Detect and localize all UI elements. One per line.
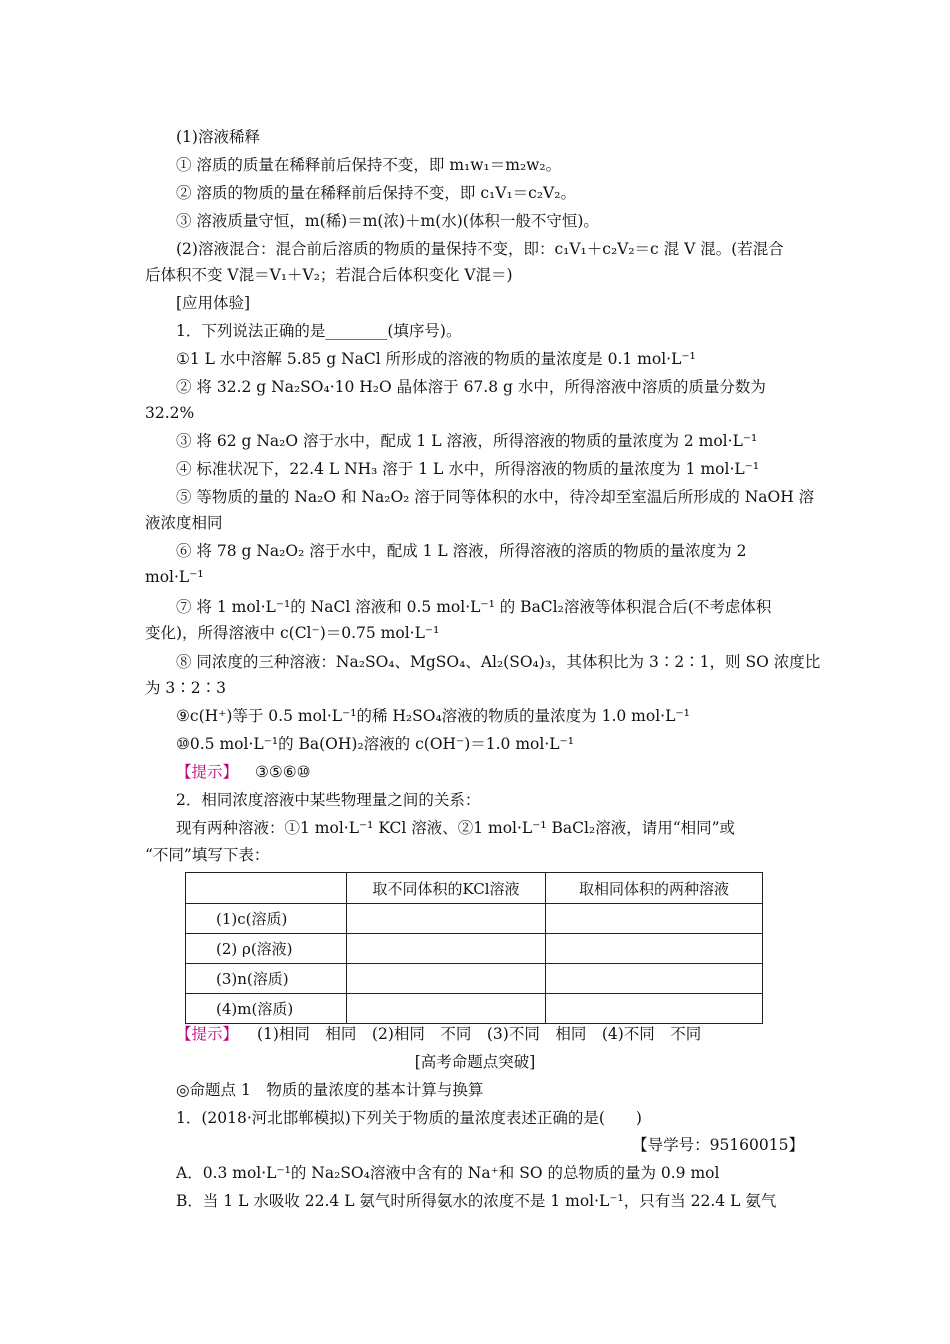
question-1: 1．下列说法正确的是________(填序号)。 bbox=[176, 322, 462, 340]
choice-a: A．0.3 mol·L⁻¹的 Na₂SO₄溶液中含有的 Na⁺和 SO 的总物质的量为 0.9 mol bbox=[176, 1164, 720, 1182]
row-label: (2) ρ(溶液) bbox=[186, 934, 347, 964]
option-5-cont: 液浓度相同 bbox=[145, 514, 223, 532]
hint-2 bbox=[176, 1024, 701, 1044]
option-8: ⑧ 同浓度的三种溶液：Na₂SO₄、MgSO₄、Al₂(SO₄)₃，其体积比为 3∶2∶1，则 SO 浓度比 bbox=[176, 653, 821, 671]
table-cell bbox=[546, 964, 763, 994]
option-9: ⑨c(H⁺)等于 0.5 mol·L⁻¹的稀 H₂SO₄溶液的物质的量浓度为 1.0 mol·L⁻¹ bbox=[176, 707, 690, 725]
rule-moles: ② 溶质的物质的量在稀释前后保持不变，即 c₁V₁＝c₂V₂。 bbox=[176, 184, 576, 202]
mixing-rule-cont: 后体积不变 V混＝V₁＋V₂；若混合后体积变化 V混＝) bbox=[145, 266, 513, 284]
question-2-body-cont: “不同”填写下表： bbox=[145, 846, 270, 864]
table-cell bbox=[546, 904, 763, 934]
option-1: ①1 L 水中溶解 5.85 g NaCl 所形成的溶液的物质的量浓度是 0.1 mol·L⁻¹ bbox=[176, 350, 696, 368]
row-label: (1)c(溶质) bbox=[186, 904, 347, 934]
choice-b: B．当 1 L 水吸收 22.4 L 氨气时所得氨水的浓度不是 1 mol·L⁻¹，只有当 22.4 L 氨气 bbox=[176, 1192, 777, 1210]
table-row bbox=[186, 994, 763, 1024]
hint-answer: (1)相同 相同 (2)相同 不同 (3)不同 相同 (4)不同 不同 bbox=[256, 1025, 702, 1043]
mixing-rule: (2)溶液混合：混合前后溶质的物质的量保持不变，即：c₁V₁＋c₂V₂＝c 混 V 混。(若混合 bbox=[176, 240, 784, 258]
row-label: (3)n(溶质) bbox=[186, 964, 347, 994]
hint-label: 【提示】 bbox=[176, 763, 239, 781]
option-6: ⑥ 将 78 g Na₂O₂ 溶于水中，配成 1 L 溶液，所得溶液的溶质的物质的量浓度为 2 bbox=[176, 542, 747, 560]
table-header bbox=[186, 873, 347, 904]
section-title: [高考命题点突破] bbox=[414, 1053, 536, 1071]
table-row bbox=[186, 904, 763, 934]
question-2: 2．相同浓度溶液中某些物理量之间的关系： bbox=[176, 791, 481, 809]
question-2-body: 现有两种溶液：①1 mol·L⁻¹ KCl 溶液、②1 mol·L⁻¹ BaCl₂溶液，请用“相同”或 bbox=[176, 819, 736, 837]
table-header: 取不同体积的KCl溶液 bbox=[347, 873, 546, 904]
option-7: ⑦ 将 1 mol·L⁻¹的 NaCl 溶液和 0.5 mol·L⁻¹ 的 BaCl₂溶液等体积混合后(不考虑体积 bbox=[176, 598, 772, 616]
exercise-1: 1．(2018·河北邯郸模拟)下列关于物质的量浓度表述正确的是( ) bbox=[176, 1109, 642, 1127]
hint-label: 【提示】 bbox=[176, 1025, 239, 1043]
option-7-cont: 变化)，所得溶液中 c(Cl⁻)＝0.75 mol·L⁻¹ bbox=[145, 624, 440, 642]
topic-heading: ◎命题点 1 物质的量浓度的基本计算与换算 bbox=[176, 1081, 484, 1099]
section-application: [应用体验] bbox=[176, 294, 251, 312]
guide-number: 【导学号：95160015】 bbox=[632, 1136, 804, 1154]
table-cell bbox=[546, 934, 763, 964]
option-3: ③ 将 62 g Na₂O 溶于水中，配成 1 L 溶液，所得溶液的物质的量浓度为 2 mol·L⁻¹ bbox=[176, 432, 758, 450]
comparison-table bbox=[185, 872, 763, 1024]
table-header-row bbox=[186, 873, 763, 904]
table-row bbox=[186, 964, 763, 994]
rule-mass: ① 溶质的质量在稀释前后保持不变，即 m₁w₁＝m₂w₂。 bbox=[176, 156, 562, 174]
option-2: ② 将 32.2 g Na₂SO₄·10 H₂O 晶体溶于 67.8 g 水中，所得溶液中溶质的质量分数为 bbox=[176, 378, 766, 396]
hint-1 bbox=[176, 762, 311, 782]
dilution-heading: (1)溶液稀释 bbox=[176, 128, 260, 146]
table-cell bbox=[546, 994, 763, 1024]
table-cell bbox=[347, 994, 546, 1024]
hint-answer: ③⑤⑥⑩ bbox=[254, 763, 311, 781]
option-8-cont: 为 3∶2∶3 bbox=[145, 679, 227, 697]
table-header: 取相同体积的两种溶液 bbox=[546, 873, 763, 904]
option-2-cont: 32.2% bbox=[145, 404, 195, 422]
option-6-cont: mol·L⁻¹ bbox=[145, 568, 204, 586]
table-cell bbox=[347, 964, 546, 994]
row-label: (4)m(溶质) bbox=[186, 994, 347, 1024]
table-cell bbox=[347, 904, 546, 934]
option-4: ④ 标准状况下，22.4 L NH₃ 溶于 1 L 水中，所得溶液的物质的量浓度为 1 mol·L⁻¹ bbox=[176, 460, 760, 478]
table-row bbox=[186, 934, 763, 964]
option-10: ⑩0.5 mol·L⁻¹的 Ba(OH)₂溶液的 c(OH⁻)＝1.0 mol·L⁻¹ bbox=[176, 735, 574, 753]
table-cell bbox=[347, 934, 546, 964]
rule-conservation: ③ 溶液质量守恒，m(稀)＝m(浓)＋m(水)(体积一般不守恒)。 bbox=[176, 212, 599, 230]
option-5: ⑤ 等物质的量的 Na₂O 和 Na₂O₂ 溶于同等体积的水中，待冷却至室温后所形成的 NaOH 溶 bbox=[176, 488, 815, 506]
